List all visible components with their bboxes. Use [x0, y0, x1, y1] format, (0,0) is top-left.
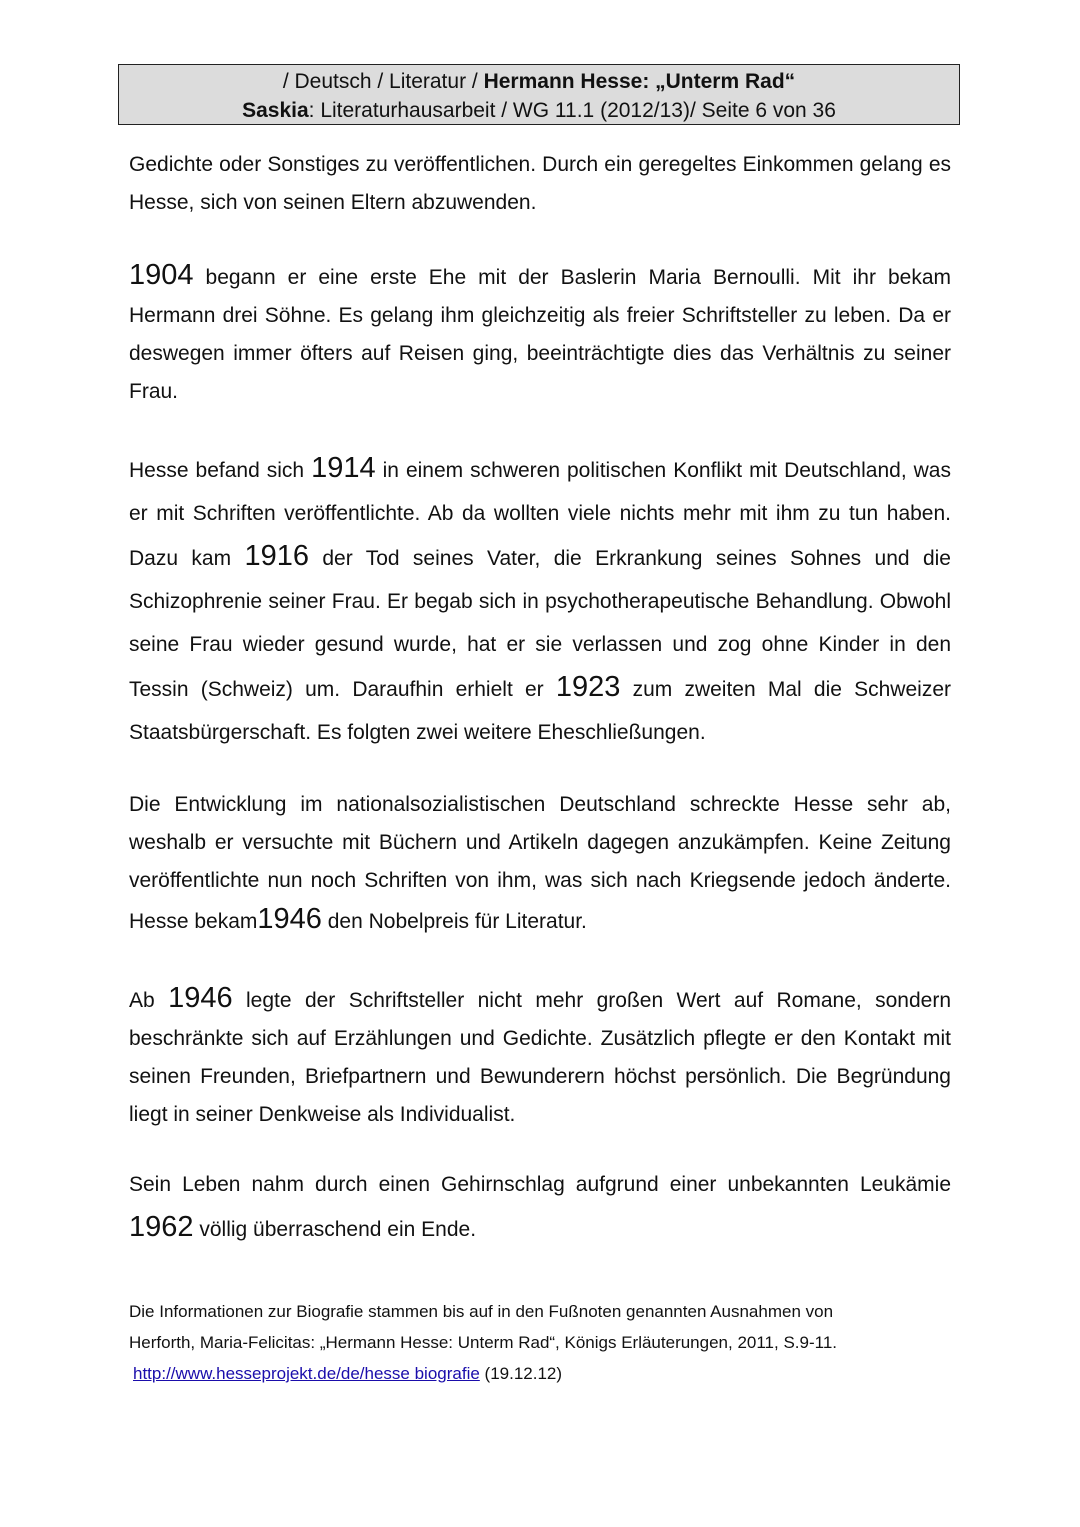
- source-notes: [129, 1296, 951, 1389]
- header-line-author: Saskia: Literaturhausarbeit / WG 11.1 (2012/13)/ Seite 6 von 36: [242, 99, 836, 122]
- paragraph-2: 1904 begann er eine erste Ehe mit der Baslerin Maria Bernoulli. Mit ihr bekam Hermann drei Söhne. Es gelang ihm gleichzeitig als freier Schriftsteller zu leben. Da er deswegen immer öfters auf Reisen ging, beeinträchtigte dies das Verhältnis zu seiner Frau.: [129, 259, 951, 403]
- source-link[interactable]: http://www.hesseprojekt.de/de/hesse biografie: [133, 1364, 480, 1383]
- biography-text: [129, 146, 951, 1251]
- source-link-date: (19.12.12): [479, 1364, 563, 1383]
- year-1916: 1916: [244, 540, 309, 572]
- paragraph-1: Gedichte oder Sonstiges zu veröffentlichen. Durch ein geregeltes Einkommen gelang es Hesse, sich von seinen Eltern abzuwenden.: [129, 153, 951, 214]
- header-title: Hermann Hesse: „Unterm Rad“: [483, 70, 796, 93]
- paragraph-6: Sein Leben nahm durch einen Gehirnschlag aufgrund einer unbekannten Leukämie 1962 völlig überraschend ein Ende.: [129, 1173, 951, 1243]
- year-1962: 1962: [129, 1211, 194, 1243]
- year-1914: 1914: [311, 452, 376, 484]
- paragraph-3: Hesse befand sich 1914 in einem schweren politischen Konflikt mit Deutschland, was er mit Schriften veröffentlichte. Ab da wollten viele nichts mehr mit ihm zu tun haben. Dazu kam 1916 der Tod seines Vater, die Erkrankung seines Sohnes und die Schizophrenie seiner Frau. Er begab sich in psychotherapeutische Behandlung. Obwohl seine Frau wieder gesund wurde, hat er sie verlassen und zog ohne Kinder in den Tessin (Schweiz) um. Daraufhin erhielt er 1923 zum zweiten Mal die Schweizer Staatsbürgerschaft. Es folgten zwei weitere Eheschließungen.: [129, 452, 951, 744]
- header-author: Saskia: [242, 99, 309, 122]
- year-1946-nobel: 1946: [257, 903, 322, 935]
- source-line-3: [129, 1358, 951, 1389]
- year-1946: 1946: [168, 982, 233, 1014]
- paragraph-4: Die Entwicklung im nationalsozialistischen Deutschland schreckte Hesse sehr ab, weshalb er versuchte mit Büchern und Artikeln dagegen anzukämpfen. Keine Zeitung veröffentlichte nun noch Schriften von ihm, was sich nach Kriegsende jedoch änderte. Hesse bekam1946 den Nobelpreis für Literatur.: [129, 793, 951, 935]
- paragraph-5: Ab 1946 legte der Schriftsteller nicht mehr großen Wert auf Romane, sondern beschränkte sich auf Erzählungen und Gedichte. Zusätzlich pflegte er den Kontakt mit seinen Freunden, Briefpartnern und Bewunderern höchst persönlich. Die Begründung liegt in seiner Denkweise als Individualist.: [129, 982, 951, 1126]
- source-line-2: Herforth, Maria-Felicitas: „Hermann Hesse: Unterm Rad“, Königs Erläuterungen, 2011, S.9-11.: [129, 1333, 837, 1352]
- year-1904: 1904: [129, 259, 194, 291]
- source-line-1: Die Informationen zur Biografie stammen bis auf in den Fußnoten genannten Ausnahmen von: [129, 1302, 834, 1321]
- page-header: [118, 64, 960, 125]
- header-line-subject: / Deutsch / Literatur / Hermann Hesse: „Unterm Rad“: [282, 70, 796, 93]
- year-1923: 1923: [555, 671, 621, 703]
